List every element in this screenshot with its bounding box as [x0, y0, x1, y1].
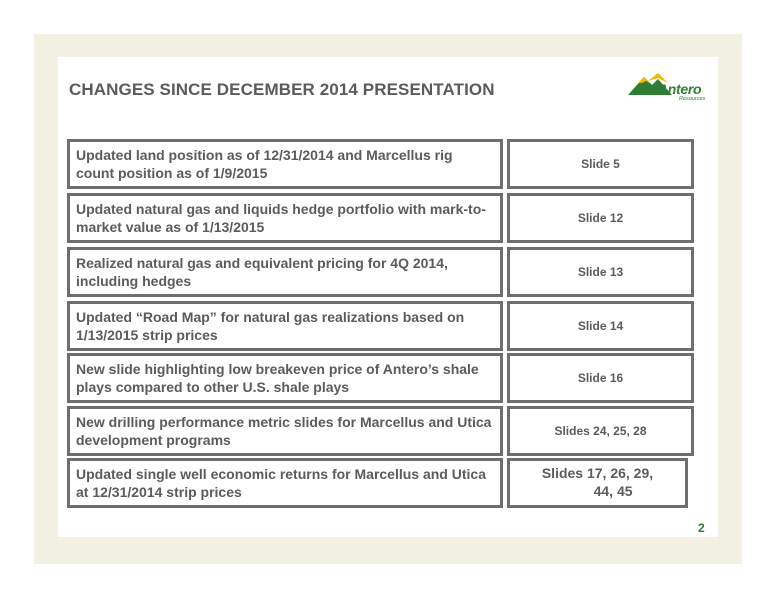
change-description: Updated single well economic returns for Marcellus and Utica at 12/31/2014 strip prices	[67, 458, 503, 508]
change-description: Updated natural gas and liquids hedge portfolio with mark-to-market value as of 1/13/2015	[67, 193, 503, 243]
change-description: New slide highlighting low breakeven price of Antero’s shale plays compared to other U.S. shale plays	[67, 353, 503, 403]
logo-wordmark: Antero	[658, 81, 702, 97]
slide-reference: Slide 14	[507, 301, 694, 351]
list-item	[67, 406, 697, 454]
list-item	[67, 458, 697, 506]
logo-subtext: Resources	[679, 96, 706, 102]
change-description: New drilling performance metric slides for Marcellus and Utica development programs	[67, 406, 503, 456]
list-item	[67, 193, 697, 241]
slide-reference: Slides 24, 25, 28	[507, 406, 694, 456]
slide-reference: Slide 13	[507, 247, 694, 297]
list-item	[67, 301, 697, 349]
slide-reference: Slide 16	[507, 353, 694, 403]
list-item	[67, 139, 697, 187]
slide-reference: Slide 12	[507, 193, 694, 243]
page-number: 2	[698, 521, 705, 535]
antero-logo	[628, 69, 714, 109]
list-item	[67, 353, 697, 401]
change-description: Realized natural gas and equivalent pricing for 4Q 2014, including hedges	[67, 247, 503, 297]
list-item	[67, 247, 697, 295]
slide	[58, 57, 718, 537]
change-description: Updated “Road Map” for natural gas realizations based on 1/13/2015 strip prices	[67, 301, 503, 351]
slide-title: CHANGES SINCE DECEMBER 2014 PRESENTATION	[69, 80, 495, 99]
slide-reference: Slides 17, 26, 29, 44, 45	[507, 458, 688, 508]
change-description: Updated land position as of 12/31/2014 and Marcellus rig count position as of 1/9/2015	[67, 139, 503, 189]
slide-reference: Slide 5	[507, 139, 694, 189]
